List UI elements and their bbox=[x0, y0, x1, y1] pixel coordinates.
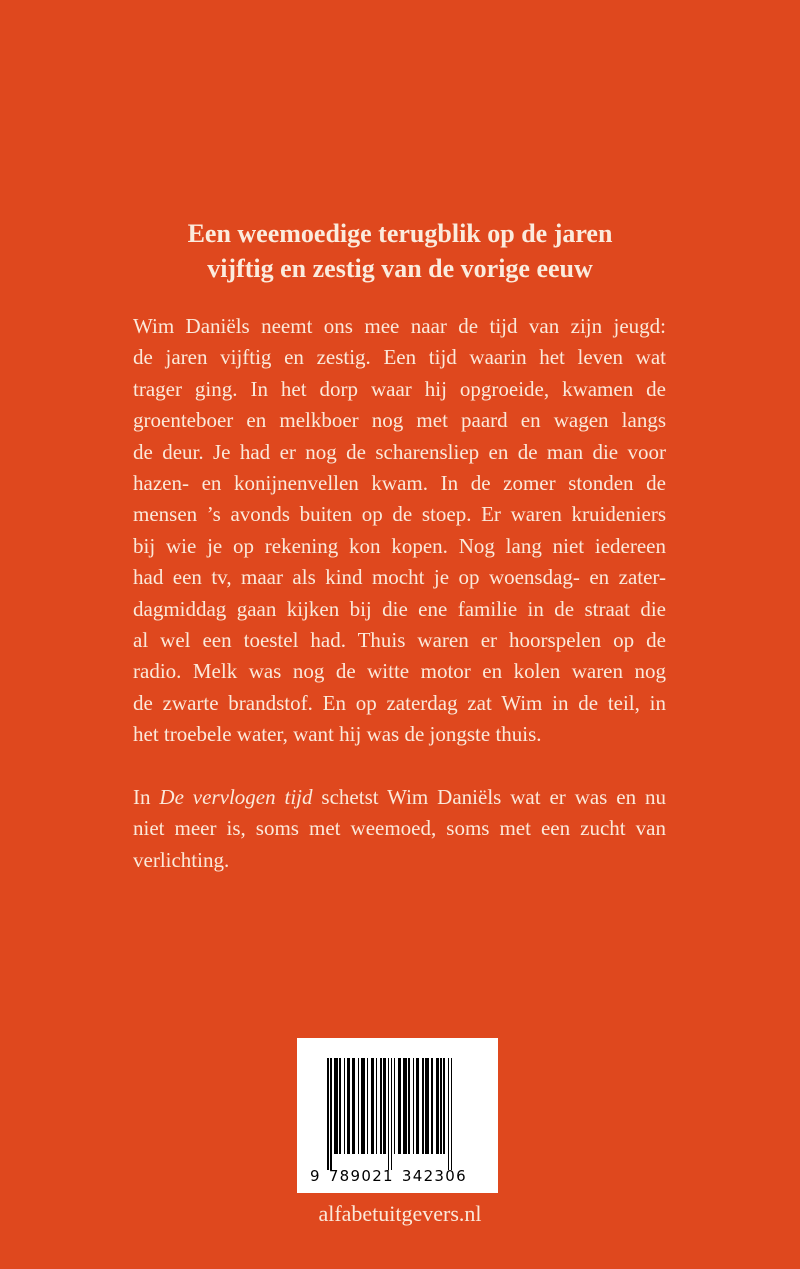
blurb-text bbox=[133, 311, 666, 908]
blurb-paragraph-2 bbox=[133, 782, 666, 876]
paragraph-line-rest: schetst Wim Daniëls wat er was en nu bbox=[312, 785, 666, 810]
blurb-line: hazen- en konijnenvellen kwam. In de zomer stonden de bbox=[133, 471, 666, 496]
blurb-line: het troebele water, want hij was de jongste thuis. bbox=[133, 722, 542, 747]
blurb-line: dagmiddag gaan kijken bij die ene familie in de straat die bbox=[133, 596, 666, 621]
blurb-line: al wel een toestel had. Thuis waren er hoorspelen op de bbox=[133, 628, 666, 653]
paragraph-intro: In bbox=[133, 785, 160, 810]
isbn-digit-group: 342306 bbox=[401, 1167, 467, 1185]
book-title-italic: De vervlogen tijd bbox=[159, 785, 313, 810]
blurb-line bbox=[133, 782, 666, 813]
blurb-line: trager ging. In het dorp waar hij opgroeide, kwamen de bbox=[133, 376, 666, 401]
blurb-line: groenteboer en melkboer nog met paard en wagen langs bbox=[133, 408, 666, 433]
blurb-line: de zwarte brandstof. En op zaterdag zat Wim in de teil, in bbox=[133, 690, 666, 715]
publisher-website: alfabetuitgevers.nl bbox=[318, 1201, 482, 1226]
barcode-bars-graphic bbox=[327, 1058, 477, 1170]
isbn-digit-group: 789021 bbox=[328, 1167, 394, 1185]
blurb-line: bij wie je op rekening kon kopen. Nog lang niet iedereen bbox=[133, 533, 666, 558]
blurb-paragraph-1 bbox=[133, 311, 666, 751]
isbn-barcode bbox=[297, 1038, 498, 1193]
isbn-number bbox=[310, 1168, 490, 1184]
blurb-line: radio. Melk was nog de witte motor en kolen waren nog bbox=[133, 659, 666, 684]
blurb-line: verlichting. bbox=[133, 847, 230, 872]
blurb-line: de deur. Je had er nog de scharensliep en de man die voor bbox=[133, 439, 666, 464]
isbn-digit-group: 9 bbox=[310, 1167, 321, 1185]
blurb-line: de jaren vijftig en zestig. Een tijd waarin het leven wat bbox=[133, 345, 666, 370]
heading-line-1: Een weemoedige terugblik op de jaren bbox=[187, 219, 613, 248]
cover-tagline-heading bbox=[100, 216, 700, 286]
heading-line-2: vijftig en zestig van de vorige eeuw bbox=[207, 254, 593, 283]
blurb-line: had een tv, maar als kind mocht je op woensdag- en zater- bbox=[133, 565, 666, 590]
blurb-line: mensen ’s avonds buiten op de stoep. Er waren kruideniers bbox=[133, 502, 666, 527]
blurb-line: niet meer is, soms met weemoed, soms met een zucht van bbox=[133, 816, 666, 841]
blurb-line: Wim Daniëls neemt ons mee naar de tijd van zijn jeugd: bbox=[133, 314, 666, 338]
